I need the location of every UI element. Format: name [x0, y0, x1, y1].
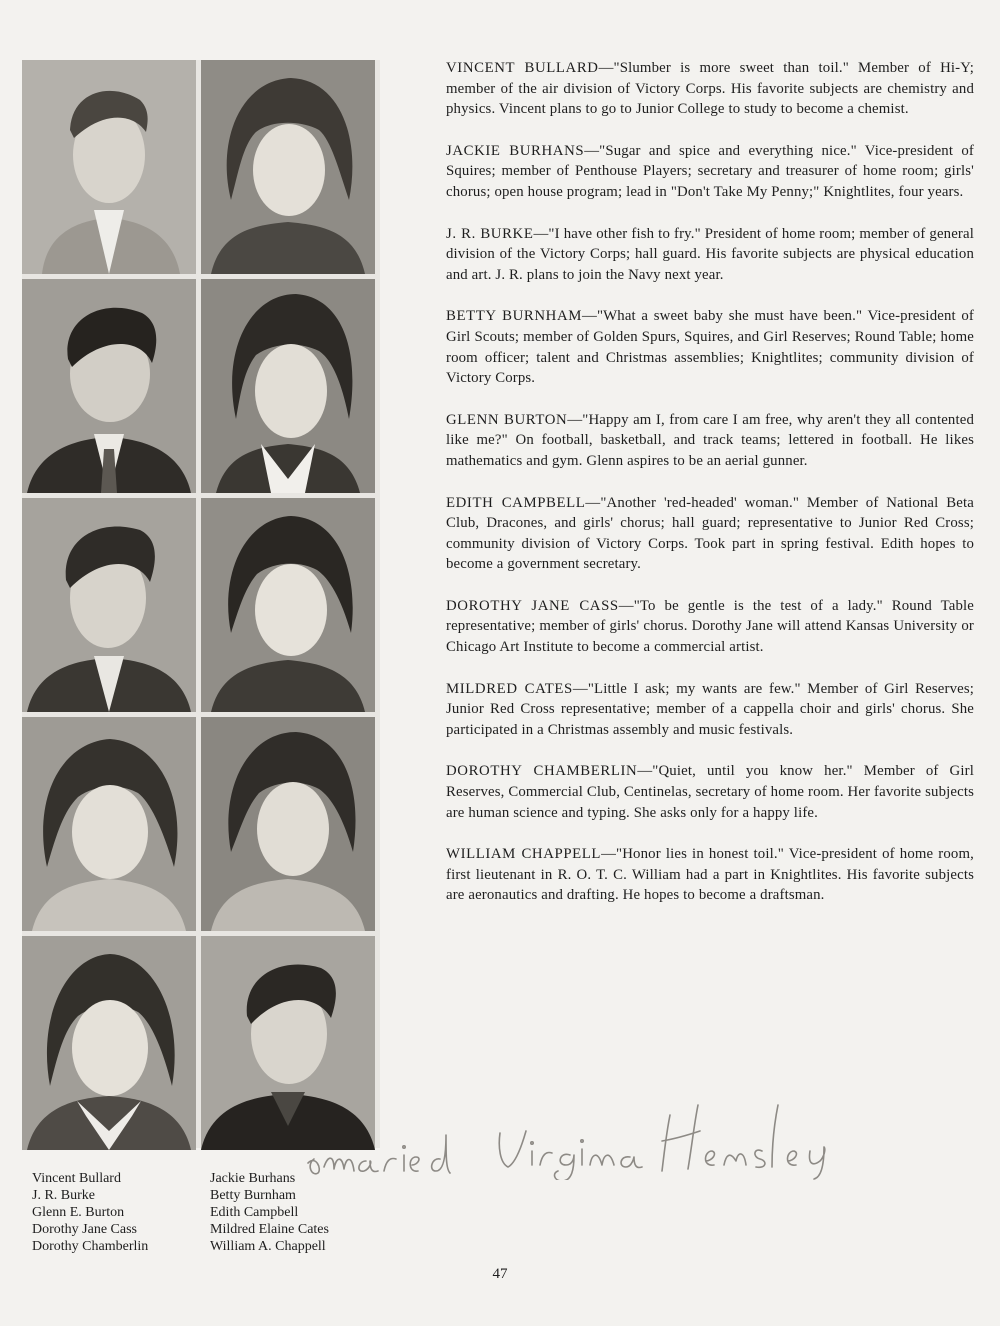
bio-name: BETTY BURNHAM	[446, 308, 583, 325]
portrait-betty-burnham	[201, 279, 375, 493]
bio-entry	[446, 596, 974, 658]
caption-name: Dorothy Chamberlin	[32, 1239, 149, 1254]
caption-name: Vincent Bullard	[32, 1171, 121, 1186]
bio-name: J. R. BURKE	[446, 225, 534, 242]
bio-name: DOROTHY CHAMBERLIN	[446, 763, 638, 780]
portrait-vincent-bullard	[22, 60, 196, 274]
caption-name: Betty Burnham	[210, 1188, 296, 1203]
page-number: 47	[492, 1266, 508, 1282]
bio-text: —"What a sweet baby she must have been." Vice-president of Girl Scouts; member of Golden Spurs, Squires, and Girl Reserves; Round Table; home room officer; talent and Christmas assemblies; Knightlites; community division of Victory Corps.	[446, 308, 974, 387]
caption-name: Dorothy Jane Cass	[32, 1222, 137, 1237]
caption-column-left	[32, 1170, 148, 1255]
bio-entry	[446, 410, 974, 472]
bio-entry	[446, 761, 974, 823]
caption-name: J. R. Burke	[32, 1188, 95, 1203]
caption-name: Glenn E. Burton	[32, 1205, 125, 1220]
bio-text: —"Little I ask; my wants are few." Member of Girl Reserves; Junior Red Cross representative; member of a cappella choir and girls' chorus. She participated in a Christmas assembly and music festivals.	[446, 680, 975, 738]
bio-text: —"Another 'red-headed' woman." Member of National Beta Club, Dracones, and girls' chorus; hall guard; representative to Junior Red Cross; community division of Victory Corps. Took part in spring festival. Edith hopes to become a government secretary.	[446, 494, 974, 573]
caption-name: William A. Chappell	[210, 1239, 326, 1254]
portrait-jackie-burhans	[201, 60, 375, 274]
portrait-dorothy-jane-cass	[22, 717, 196, 931]
bio-name: EDITH CAMPBELL	[446, 494, 586, 511]
caption-name: Jackie Burhans	[210, 1171, 296, 1186]
bio-text: —"Sugar and spice and everything nice." Vice-president of Squires; member of Penthouse Players; secretary and treasurer of home room; girls' chorus; open house program; lead in "Don't Take My Penny;" Knightlites, four years.	[446, 142, 974, 200]
portrait-dorothy-chamberlin	[22, 936, 196, 1150]
caption-column-right	[210, 1170, 329, 1255]
bio-text: —"Slumber is more sweet than toil." Member of Hi-Y; member of the air division of Victory Corps. His favorite subjects are chemistry and physics. Vincent plans to go to Junior College to study to become a chemist.	[446, 60, 974, 118]
biography-column	[446, 58, 974, 927]
bio-text: —"To be gentle is the test of a lady." Round Table representative; member of girls' chorus. Dorothy Jane will attend Kansas University or Chicago Art Institute to become a commercial artist.	[446, 597, 974, 656]
bio-entry	[446, 679, 974, 741]
bio-entry	[446, 493, 974, 575]
bio-name: MILDRED CATES	[446, 680, 573, 697]
portrait-glenn-burton	[22, 498, 196, 712]
bio-entry	[446, 141, 974, 203]
bio-name: WILLIAM CHAPPELL	[446, 846, 602, 863]
bio-text: —"I have other fish to fry." President of home room; member of general division of the Victory Corps; hall guard. His favorite subjects are physical education and art. J. R. plans to join the Navy next year.	[446, 225, 974, 283]
bio-entry	[446, 306, 974, 388]
bio-name: GLENN BURTON	[446, 411, 568, 428]
portrait-mildred-cates	[201, 717, 375, 931]
portrait-edith-campbell	[201, 498, 375, 712]
handwritten-note	[300, 1085, 840, 1180]
bio-name: JACKIE BURHANS	[446, 142, 585, 159]
bio-text: —"Happy am I, from care I am free, why aren't they all contented like me?" On football, basketball, and track teams; lettered in football. He likes mathematics and gym. Glenn aspires to be an aerial gunner.	[446, 411, 974, 469]
bio-entry	[446, 224, 974, 286]
bio-text: —"Honor lies in honest toil." Vice-president of home room, first lieutenant in R. O. T. C. William had a part in Knightlites. His favorite subjects are aeronautics and drafting. He hopes to become a draftsman.	[446, 846, 974, 904]
bio-entry	[446, 58, 974, 120]
caption-name: Mildred Elaine Cates	[210, 1222, 329, 1237]
portrait-grid	[22, 60, 380, 1148]
bio-name: VINCENT BULLARD	[446, 60, 599, 76]
portrait-j-r-burke	[22, 279, 196, 493]
caption-name: Edith Campbell	[210, 1205, 299, 1220]
bio-text: —"Quiet, until you know her." Member of Girl Reserves, Commercial Club, Centinelas, secretary of home room. Her favorite subjects are human science and typing. She asks only for a happy life.	[446, 763, 974, 821]
bio-entry	[446, 844, 974, 906]
bio-name: DOROTHY JANE CASS	[446, 597, 619, 614]
